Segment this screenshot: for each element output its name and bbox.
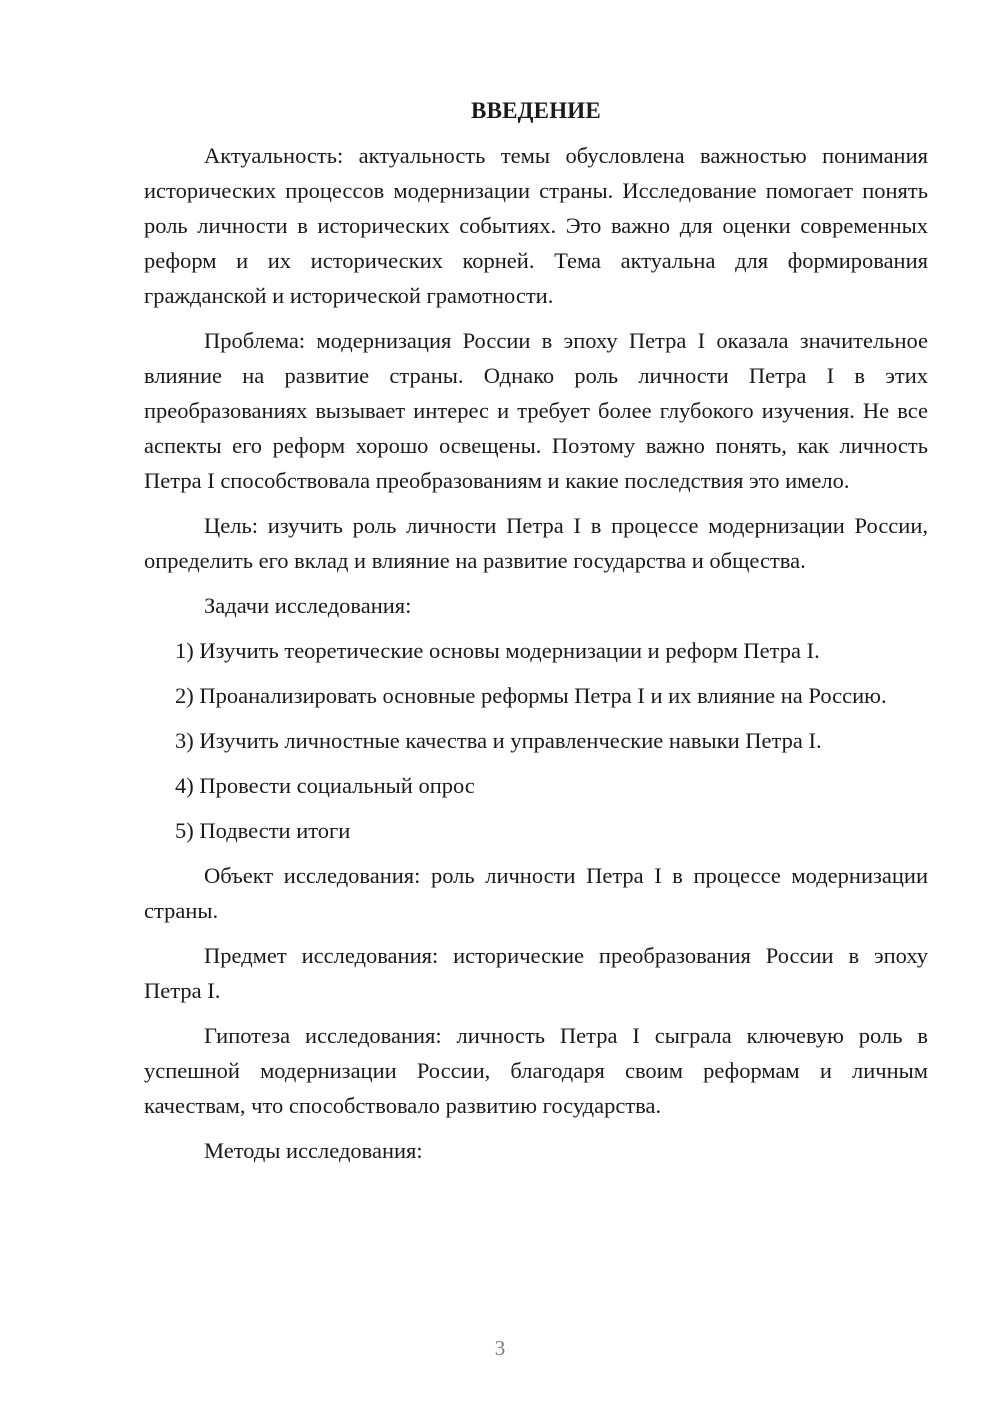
hypothesis-paragraph: Гипотеза исследования: личность Петра I сыграла ключевую роль в успешной модернизации России, благодаря своим реформам и личным качествам, что способствовало развитию государства.	[144, 1023, 928, 1118]
subject-paragraph: Предмет исследования: исторические преобразования России в эпоху Петра I.	[144, 943, 928, 1003]
task-item-1: 1) Изучить теоретические основы модернизации и реформ Петра I.	[175, 638, 820, 663]
object-paragraph: Объект исследования: роль личности Петра I в процессе модернизации страны.	[144, 863, 928, 923]
tasks-heading: Задачи исследования:	[204, 593, 412, 618]
page-content	[144, 96, 928, 1178]
goal-paragraph: Цель: изучить роль личности Петра I в процессе модернизации России, определить его вклад и влияние на развитие государства и общества.	[144, 513, 928, 573]
section-heading: ВВЕДЕНИЕ	[471, 98, 601, 123]
task-item-4: 4) Провести социальный опрос	[175, 773, 475, 798]
task-item-3: 3) Изучить личностные качества и управленческие навыки Петра I.	[175, 728, 822, 753]
task-item-2: 2) Проанализировать основные реформы Петра I и их влияние на Россию.	[175, 683, 887, 708]
task-item-5: 5) Подвести итоги	[175, 818, 351, 843]
relevance-paragraph: Актуальность: актуальность темы обусловлена важностью понимания исторических процессов модернизации страны. Исследование помогает понять роль личности в исторических событиях. Это важно для оценки современных реформ и их исторических корней. Тема актуальна для формирования гражданской и исторической грамотности.	[144, 143, 928, 308]
problem-paragraph: Проблема: модернизация России в эпоху Петра I оказала значительное влияние на развитие страны. Однако роль личности Петра I в этих преобразованиях вызывает интерес и требует более глубокого изучения. Не все аспекты его реформ хорошо освещены. Поэтому важно понять, как личность Петра I способствовала преобразованиям и какие последствия это имело.	[144, 328, 928, 493]
page-number: 3	[494, 1336, 506, 1360]
methods-paragraph: Методы исследования:	[204, 1138, 423, 1163]
